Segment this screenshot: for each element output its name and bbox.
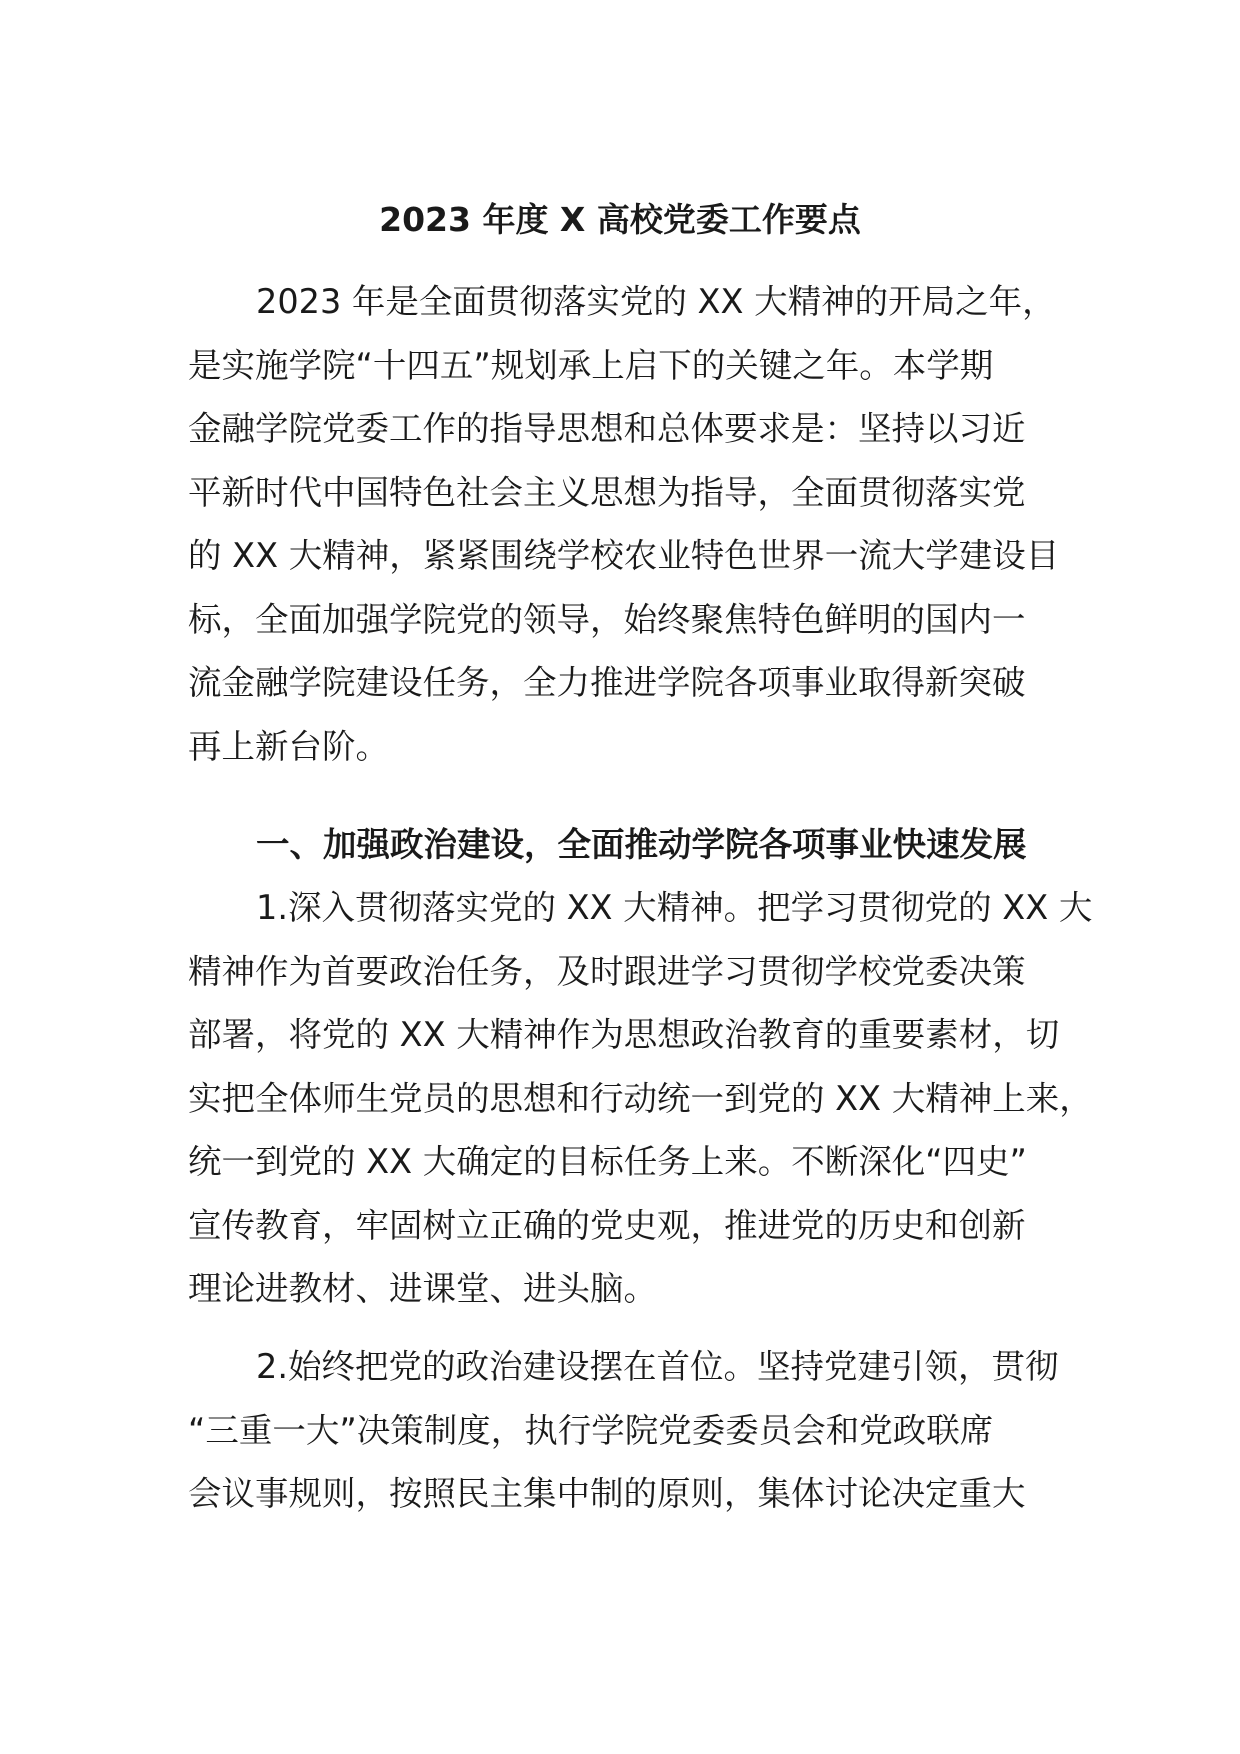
paragraph-line: 是实施学院“十四五”规划承上启下的关键之年。本学期 <box>188 345 994 385</box>
paragraph-line: 统一到党的 XX 大确定的目标任务上来。不断深化“四史” <box>188 1142 1027 1181</box>
paragraph-line: 2023 年是全面贯彻落实党的 XX 大精神的开局之年， <box>256 282 1056 321</box>
paragraph-line: 的 XX 大精神，紧紧围绕学校农业特色世界一流大学建设目 <box>188 536 1060 575</box>
document-title: 2023 年度 X 高校党委工作要点 <box>379 200 861 239</box>
paragraph-line: 宣传教育，牢固树立正确的党史观，推进党的历史和创新 <box>188 1205 1026 1245</box>
paragraph-line: 会议事规则，按照民主集中制的原则，集体讨论决定重大 <box>188 1474 1026 1513</box>
paragraph-line: 平新时代中国特色社会主义思想为指导，全面贯彻落实党 <box>188 472 1026 512</box>
paragraph-intro <box>188 270 1060 778</box>
paragraph-line: 1.深入贯彻落实党的 XX 大精神。把学习贯彻党的 XX 大 <box>256 888 1093 927</box>
paragraph-line: 金融学院党委工作的指导思想和总体要求是：坚持以习近 <box>188 409 1026 448</box>
paragraph-line: “三重一大”决策制度，执行学院党委委员会和党政联席 <box>188 1410 994 1450</box>
section-heading: 一、加强政治建设，全面推动学院各项事业快速发展 <box>256 825 1027 864</box>
paragraph-line: 实把全体师生党员的思想和行动统一到党的 XX 大精神上来， <box>188 1078 1093 1118</box>
paragraph-line: 精神作为首要政治任务，及时跟进学习贯彻学校党委决策 <box>188 951 1026 991</box>
paragraph-line: 再上新台阶。 <box>188 726 389 766</box>
paragraph-item-1 <box>188 876 1093 1321</box>
paragraph-line: 部署，将党的 XX 大精神作为思想政治教育的重要素材，切 <box>188 1015 1060 1054</box>
paragraph-item-2 <box>188 1335 1059 1526</box>
paragraph-line: 理论进教材、进课堂、进头脑。 <box>188 1269 657 1308</box>
paragraph-line: 2.始终把党的政治建设摆在首位。坚持党建引领，贯彻 <box>256 1347 1059 1386</box>
paragraph-line: 流金融学院建设任务，全力推进学院各项事业取得新突破 <box>188 663 1026 702</box>
paragraph-line: 标，全面加强学院党的领导，始终聚焦特色鲜明的国内一 <box>188 599 1026 639</box>
